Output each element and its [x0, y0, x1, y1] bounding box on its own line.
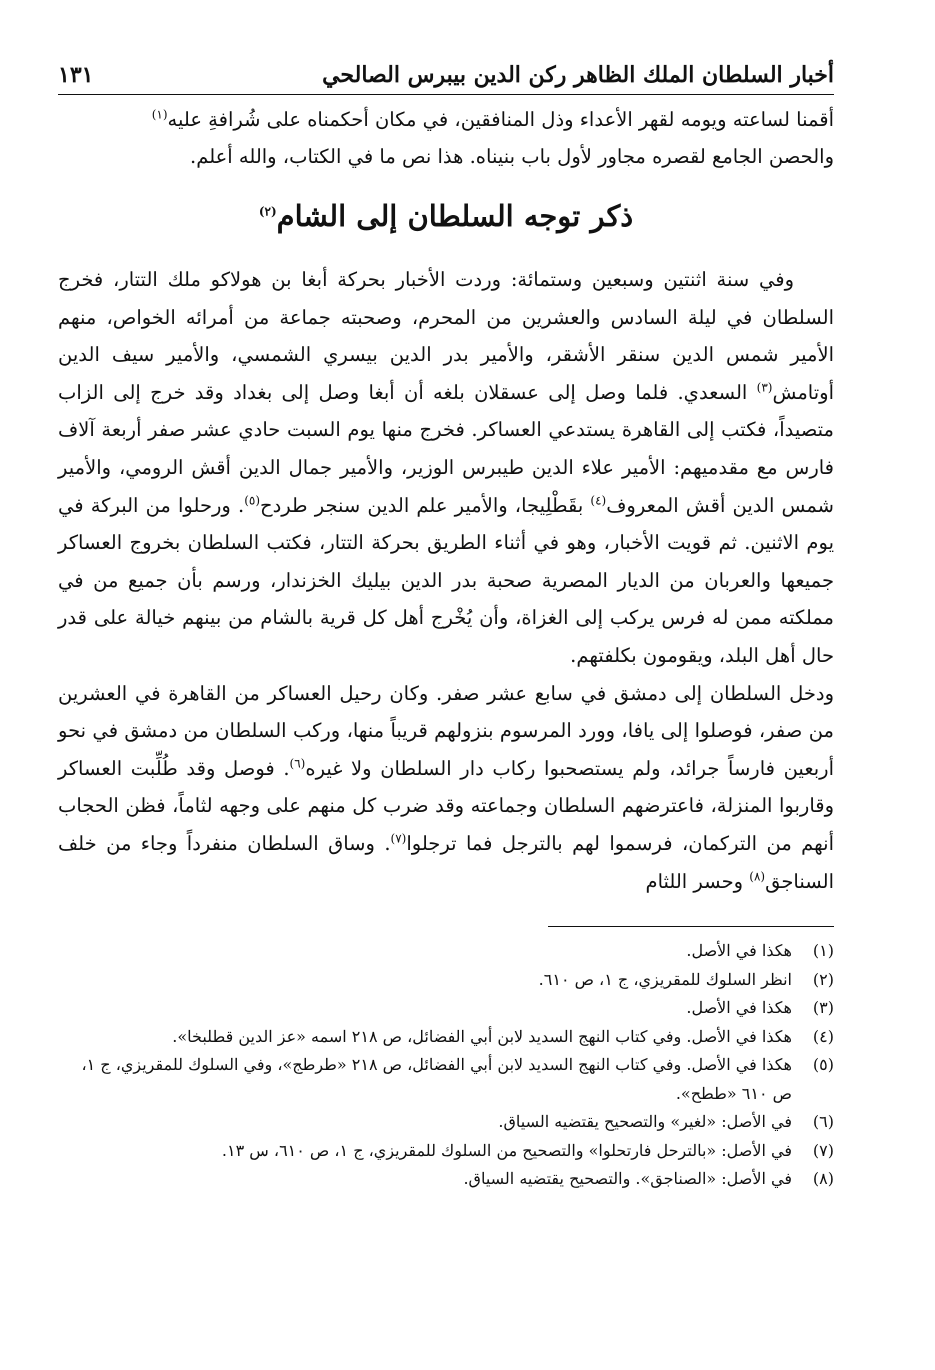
text-span: وفي سنة اثنتين وسبعين وستمائة: وردت الأخبار بحركة أبغا بن هولاكو ملك التتار، فخرج السلطان في ليلة السادس والعشرين من المحرم، وصحبته جماعة من أمرائه الخواص، منهم الأمير شمس الدين سنقر الأشقر، والأمير بدر الدين بيسري الشمسي، والأمير سيف الدين أوتامش [58, 268, 834, 404]
footnote-separator [548, 926, 834, 927]
main-text [58, 261, 834, 900]
text-span: . وساق السلطان منفرداً وجاء من خلف السناجق [58, 831, 834, 893]
page-number: ١٣١ [58, 62, 94, 88]
text-span: . ورحلوا من البركة في يوم الاثنين. ثم قويت الأخبار، وهو في أثناء الطريق بحركة التتار، فكتب السلطان بخروج العساكر جميعها والعربان من الديار المصرية صحبة بدر الدين بيليك الخزندار، ورسم بأن جميع من في مملكته ممن له فرس يركب إلى الغزاة، وأن يُخْرج أهل كل قرية بالشام من بينهم خيالة على قدر حال أهل البلد، ويقومون بكلفتهم. [58, 493, 834, 667]
text-span: ودخل السلطان إلى دمشق في سابع عشر صفر. وكان رحيل العساكر من القاهرة في العشرين من صفر، فوصلوا إلى يافا، وورد المرسوم بنزولهم قريباً منها، وركب السلطان من دمشق في نحو أربعين فارساً جرائد، ولم يستصحبوا ركاب دار السلطان ولا غيره [58, 681, 834, 780]
continued-paragraph [58, 101, 834, 175]
running-header [58, 62, 834, 95]
footnote-number: (٨) [812, 1169, 834, 1189]
footnote-number: (٥) [812, 1055, 834, 1075]
section-heading-text: ذكر توجه السلطان إلى الشام [276, 199, 634, 233]
footnote-ref: (٤) [590, 493, 607, 508]
running-title: أخبار السلطان الملك الظاهر ركن الدين بيبرس الصالحي [322, 62, 834, 88]
footnote-ref: (٥) [244, 493, 261, 508]
text-line: والحصن الجامع لقصره مجاور لأول باب بنيناه. هذا نص ما في الكتاب، والله أعلم. [190, 145, 834, 168]
footnote-ref: (٢) [258, 204, 277, 219]
footnote-text: انظر السلوك للمقريزي، ج ١، ص ٦١٠. [538, 969, 792, 989]
footnote-text: هكذا في الأصل. وفي كتاب النهج السديد لابن أبي الفضائل، ص ٢١٨ اسمه «عز الدين قطلبخا». [172, 1026, 792, 1046]
text-span: . فوصل وقد طُلِّبت العساكر وقاربوا المنزلة، فاعترضهم السلطان وجماعته وقد ضرب كل منهم على وجهه لثاماً، فظن الحجاب أنهم من التركمان، فرسموا لهم بالترجل فما ترجلوا [58, 756, 834, 855]
footnote-text: هكذا في الأصل. [686, 998, 792, 1018]
footnote-number: (٦) [812, 1112, 834, 1132]
footnote-item [58, 994, 834, 1023]
footnote-ref: (٨) [749, 869, 766, 883]
text-line [58, 101, 834, 138]
footnote-text: هكذا في الأصل. [686, 941, 792, 961]
footnote-number: (١) [812, 941, 834, 961]
footnotes [58, 937, 834, 1194]
paragraph-2 [58, 675, 834, 901]
footnote-item [58, 1165, 834, 1194]
footnote-item [58, 1023, 834, 1052]
footnote-text: في الأصل: «بالترحل فارتحلوا» والتصحيح من السلوك للمقريزي، ج ١، ص ٦١٠، س ١٣. [221, 1140, 792, 1160]
footnote-ref: (٦) [289, 756, 306, 771]
footnote-item [58, 937, 834, 966]
footnote-number: (٤) [812, 1026, 834, 1046]
footnote-number: (٣) [812, 998, 834, 1018]
footnote-ref: (٣) [756, 380, 773, 395]
footnote-text: في الأصل: «لغير» والتصحيح يقتضيه السياق. [498, 1112, 792, 1132]
section-heading [58, 187, 834, 245]
footnote-item [58, 1108, 834, 1137]
footnote-ref: (٧) [390, 831, 407, 846]
footnote-ref: (١) [151, 107, 168, 122]
text-span: أقمنا لساعته ويومه لقهر الأعداء وذل المنافقين، في مكان أحكمناه على شُرافةِ عليه [167, 108, 834, 131]
text-span: وحسر اللثام [645, 869, 750, 893]
footnote-item [58, 966, 834, 995]
footnote-item [58, 1051, 834, 1108]
footnote-item [58, 1137, 834, 1166]
footnote-number: (٢) [812, 969, 834, 989]
book-page [58, 62, 834, 1194]
footnote-number: (٧) [812, 1140, 834, 1160]
paragraph-1 [58, 261, 834, 675]
text-span: السعدي. فلما وصل إلى عسقلان بلغه أن أبغا وصل إلى بغداد وقد خرج إلى الزاب متصيداً، فكتب إلى القاهرة يستدعي العساكر. فخرج منها يوم السبت حادي عشر صفر أربعة آلاف فارس مع مقدميهم: الأمير علاء الدين طيبرس الوزير، والأمير جمال الدين أقش الرومي، والأمير شمس الدين أقش المعروف [58, 380, 834, 517]
text-span: بقَطْلِيجا، والأمير علم الدين سنجر طردح [260, 493, 591, 517]
footnote-text: هكذا في الأصل. وفي كتاب النهج السديد لابن أبي الفضائل، ص ٢١٨ «طرطج»، وفي السلوك للمقريزي، ج ١، ص ٦١٠ «ططح». [81, 1055, 792, 1103]
footnote-text: في الأصل: «الصناجق». والتصحيح يقتضيه السياق. [463, 1169, 792, 1189]
